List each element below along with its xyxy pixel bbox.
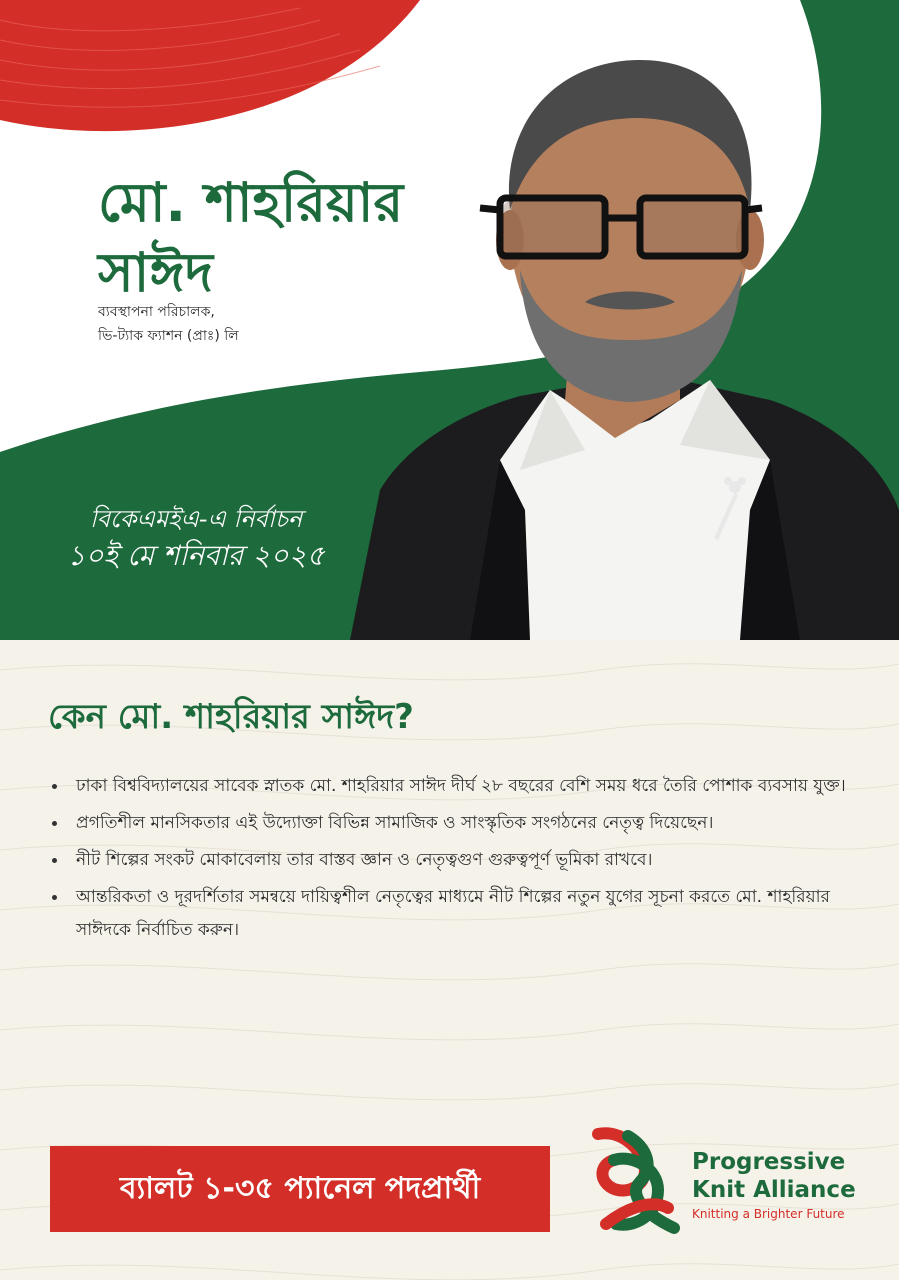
brand-tagline: Knitting a Brighter Future	[692, 1207, 845, 1221]
candidate-role	[98, 300, 239, 348]
candidate-name-line2: সাঈদ	[98, 241, 213, 304]
election-info	[46, 502, 346, 576]
election-date: ১০ই মে শনিবার ২০২৫	[67, 539, 325, 572]
knot-logo-icon	[588, 1124, 688, 1240]
why-bullet-list	[48, 770, 848, 951]
candidate-role-line2: ভি-ট্যাক ফ্যাশন (প্রাঃ) লি	[98, 328, 239, 344]
list-item	[48, 844, 848, 877]
candidate-portrait	[350, 40, 899, 640]
list-item	[48, 770, 848, 803]
bullet-icon	[52, 858, 57, 863]
bullet-icon	[52, 821, 57, 826]
bullet-icon	[52, 784, 57, 789]
bullet-text: আন্তরিকতা ও দূরদর্শিতার সমন্বয়ে দায়িত্বশীল নেতৃত্বের মাধ্যমে নীট শিল্পের নতুন যুগের সূচনা করতে মো. শাহরিয়ার সাঈদকে নির্বাচিত করুন।	[76, 887, 830, 940]
brand-name-line1: Progressive	[692, 1149, 846, 1175]
ballot-banner: ব্যালট ১-৩৫ প্যানেল পদপ্রার্থী	[50, 1146, 550, 1232]
candidate-role-line1: ব্যবস্থাপনা পরিচালক,	[98, 304, 215, 320]
brand-logo	[588, 1124, 868, 1240]
why-title: কেন মো. শাহরিয়ার সাঈদ?	[48, 697, 414, 737]
bullet-icon	[52, 895, 57, 900]
election-title: বিকেএমইএ-এ নির্বাচন	[89, 505, 303, 533]
list-item	[48, 881, 848, 947]
bullet-text: ঢাকা বিশ্ববিদ্যালয়ের সাবেক স্নাতক মো. শাহরিয়ার সাঈদ দীর্ঘ ২৮ বছরের বেশি সময় ধরে তৈরি পোশাক ব্যবসায় যুক্ত।	[76, 776, 846, 796]
bullet-text: নীট শিল্পের সংকট মোকাবেলায় তার বাস্তব জ্ঞান ও নেতৃত্বগুণ গুরুত্বপূর্ণ ভূমিকা রাখবে।	[76, 850, 653, 870]
candidate-name-line1: মো. শাহরিয়ার	[98, 171, 404, 234]
brand-name-line2: Knit Alliance	[692, 1177, 856, 1203]
why-section	[0, 640, 899, 1280]
bullet-text: প্রগতিশীল মানসিকতার এই উদ্যোক্তা বিভিন্ন সামাজিক ও সাংস্কৃতিক সংগঠনের নেতৃত্ব দিয়েছেন।	[76, 813, 714, 833]
list-item	[48, 807, 848, 840]
